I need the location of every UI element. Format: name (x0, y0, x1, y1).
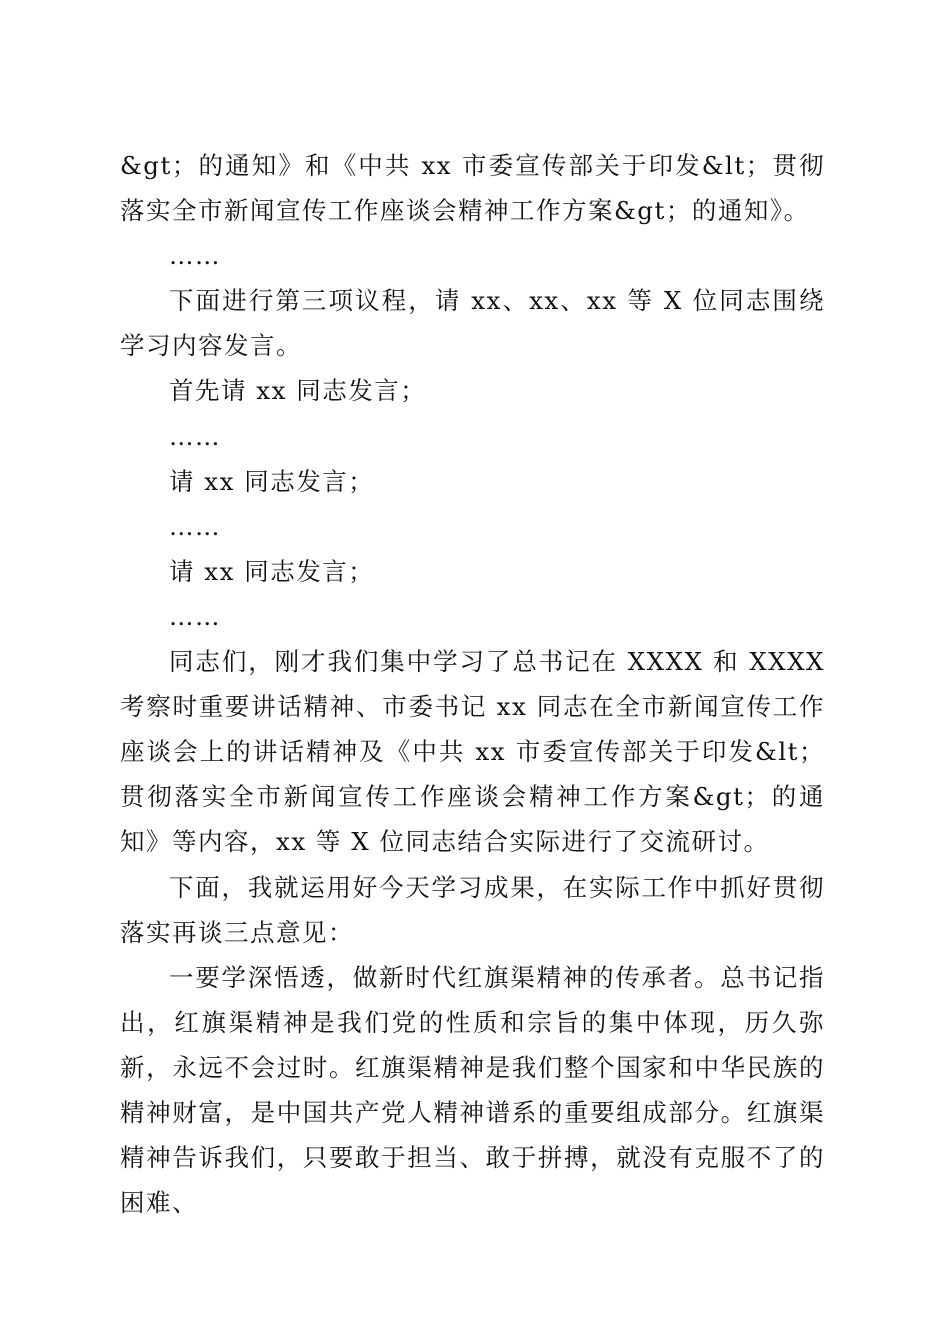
paragraph-point-one: 一要学深悟透，做新时代红旗渠精神的传承者。总书记指出，红旗渠精神是我们党的性质和宗旨的集中体现，历久弥新，永远不会过时。红旗渠精神是我们整个国家和中华民族的精神财富，是中国共产党人精神谱系的重要组成部分。红旗渠精神告诉我们，只要敢于担当、敢于拼搏，就没有克服不了的困难、 (120, 962, 825, 1218)
paragraph-speaker: 请 xx 同志发言； (169, 466, 375, 496)
paragraph-agenda-item-three: 下面进行第三项议程，请 xx、xx、xx 等 X 位同志围绕学习内容发言。 (120, 286, 825, 361)
document-body (120, 143, 825, 1225)
paragraph-first-speaker: 首先请 xx 同志发言； (169, 376, 427, 406)
ellipsis-line: …… (169, 601, 221, 631)
ellipsis-line: …… (169, 511, 221, 541)
paragraph-speaker: 请 xx 同志发言； (169, 556, 375, 586)
ellipsis-line: …… (169, 241, 221, 271)
paragraph-summary: 同志们，刚才我们集中学习了总书记在 XXXX 和 XXXX 考察时重要讲话精神、市委书记 xx 同志在全市新闻宣传工作座谈会上的讲话精神及《中共 xx 市委宣传部关于印发&lt；贯彻落实全市新闻宣传工作座谈会精神工作方案&gt；的通知》等内容，xx 等 X 位同志结合实际进行了交流研讨。 (120, 647, 825, 857)
paragraph-continuation: &gt；的通知》和《中共 xx 市委宣传部关于印发&lt；贯彻落实全市新闻宣传工作座谈会精神工作方案&gt；的通知》。 (120, 151, 825, 226)
ellipsis-line: …… (169, 421, 221, 451)
paragraph-opinions-intro: 下面，我就运用好今天学习成果，在实际工作中抓好贯彻落实再谈三点意见： (120, 872, 825, 947)
